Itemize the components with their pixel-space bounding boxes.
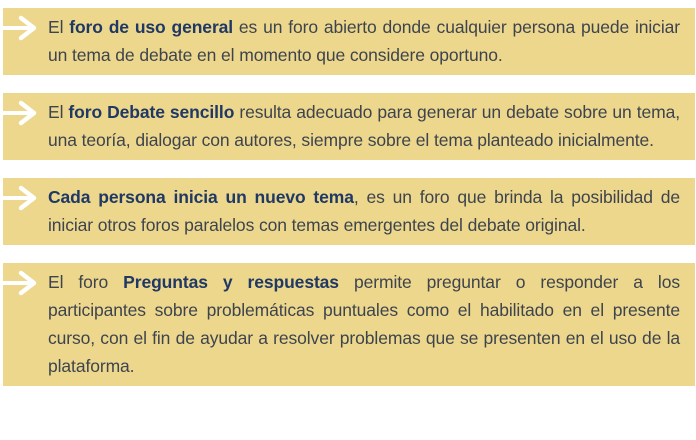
arrow-right-icon xyxy=(0,100,40,126)
forum-description: El foro de uso general es un foro abierto donde cualquier persona puede iniciar un tema de debate en el momento que considere oportuno. xyxy=(48,17,680,65)
forum-list xyxy=(3,8,695,386)
arrow-right-icon xyxy=(0,270,40,296)
forum-row xyxy=(3,263,695,386)
arrow-right-icon xyxy=(0,15,40,41)
forum-row xyxy=(3,93,695,160)
arrow-right-icon xyxy=(0,185,40,211)
forum-description: Cada persona inicia un nuevo tema, es un foro que brinda la posibilidad de iniciar otros foros paralelos con temas emergentes del debate original. xyxy=(48,187,680,235)
forum-row xyxy=(3,178,695,245)
forum-row xyxy=(3,8,695,75)
forum-description: El foro Preguntas y respuestas permite preguntar o responder a los participantes sobre problemáticas puntuales como el habilitado en el presente curso, con el fin de ayudar a resolver problemas que se presenten en el uso de la plataforma. xyxy=(48,272,681,376)
forum-description: El foro Debate sencillo resulta adecuado para generar un debate sobre un tema, una teoría, dialogar con autores, siempre sobre el tema planteado inicialmente. xyxy=(48,102,680,150)
